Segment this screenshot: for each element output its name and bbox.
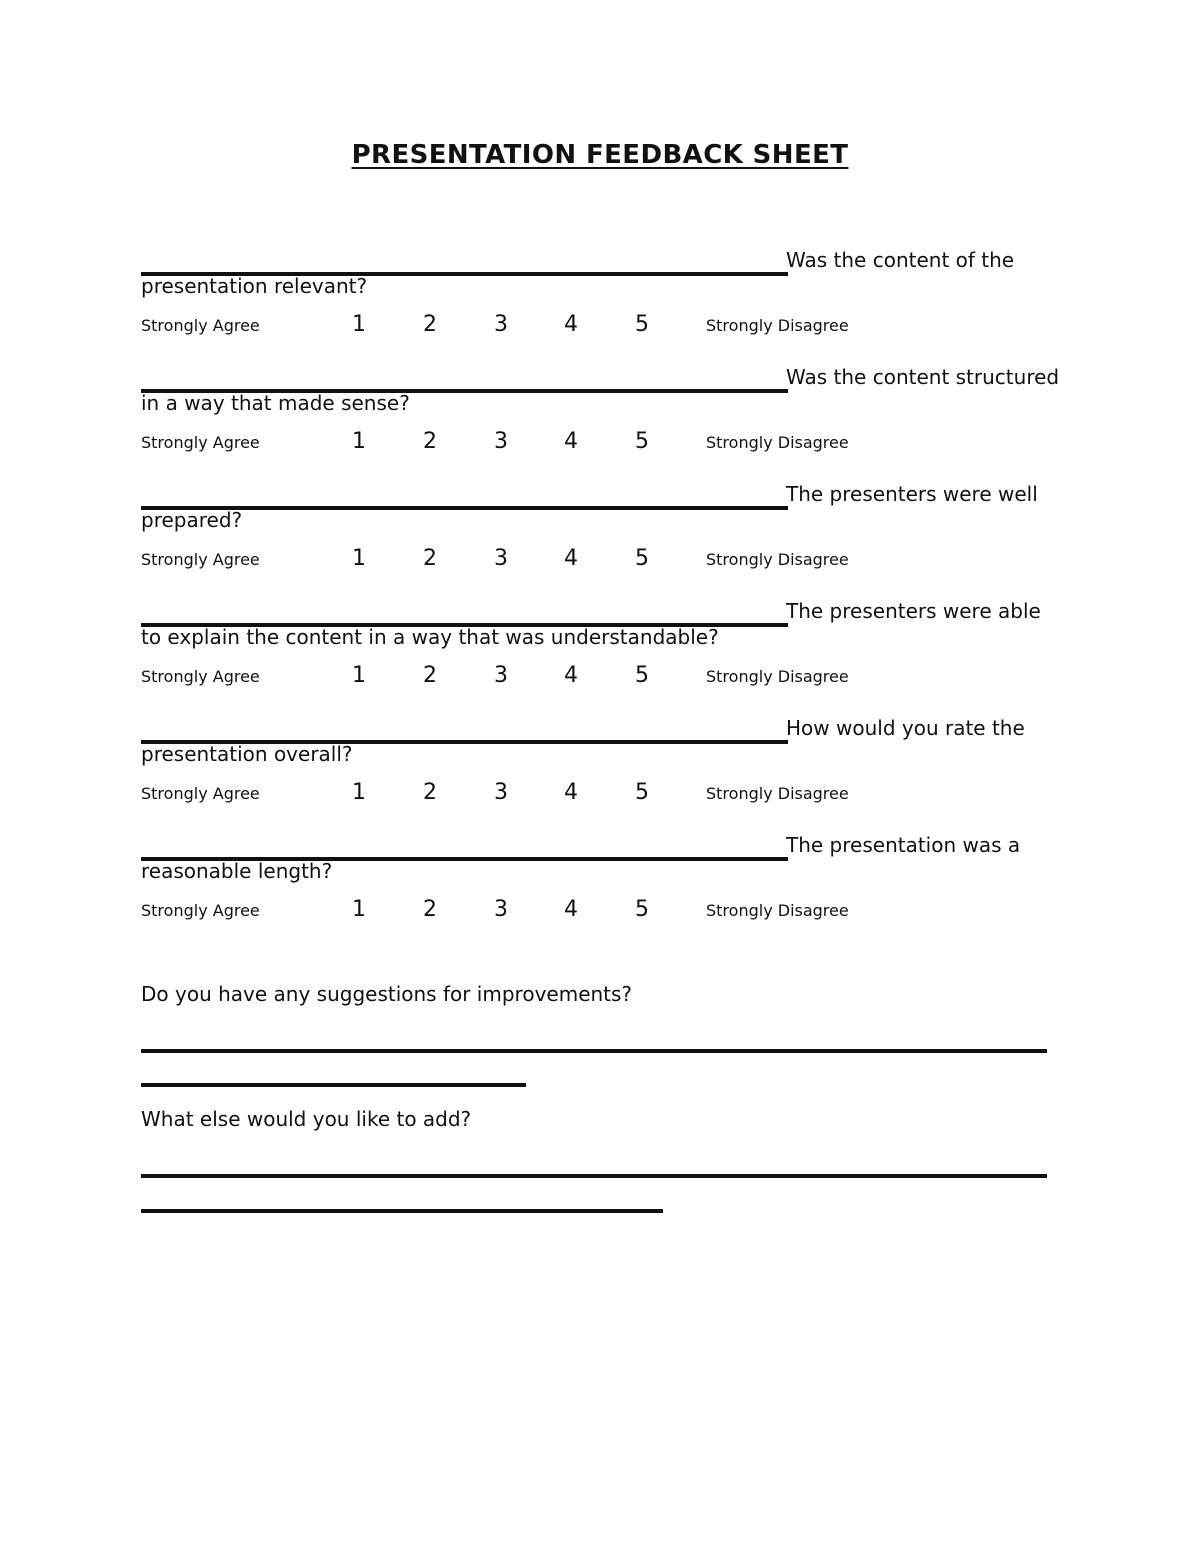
question-text-line2: presentation relevant? (141, 274, 368, 298)
question-text-line1: Was the content structured (786, 365, 1060, 389)
scale-left-label: Strongly Agree (141, 784, 260, 803)
question-text-line1: The presentation was a (786, 833, 1021, 857)
rating-option-5[interactable]: 5 (635, 663, 649, 688)
scale-left-label: Strongly Agree (141, 901, 260, 920)
question-5 (141, 716, 1071, 826)
rating-option-1[interactable]: 1 (352, 429, 366, 454)
rating-scale (141, 310, 1071, 340)
additional-comments-answer-line-2[interactable] (141, 1209, 663, 1213)
suggestions-question: Do you have any suggestions for improvements? (141, 982, 633, 1006)
rating-option-4[interactable]: 4 (564, 429, 578, 454)
question-text-line1: The presenters were able (786, 599, 1041, 623)
rating-option-5[interactable]: 5 (635, 546, 649, 571)
rating-option-1[interactable]: 1 (352, 546, 366, 571)
rating-option-2[interactable]: 2 (423, 546, 437, 571)
question-text-line2: reasonable length? (141, 859, 333, 883)
rating-option-4[interactable]: 4 (564, 312, 578, 337)
rating-option-2[interactable]: 2 (423, 429, 437, 454)
rating-option-2[interactable]: 2 (423, 780, 437, 805)
suggestions-answer-line-1[interactable] (141, 1049, 1047, 1053)
rating-option-5[interactable]: 5 (635, 312, 649, 337)
rating-scale (141, 544, 1071, 574)
scale-right-label: Strongly Disagree (706, 667, 849, 686)
scale-left-label: Strongly Agree (141, 316, 260, 335)
scale-left-label: Strongly Agree (141, 433, 260, 452)
rating-option-3[interactable]: 3 (494, 312, 508, 337)
rating-option-4[interactable]: 4 (564, 663, 578, 688)
question-text-line2: presentation overall? (141, 742, 353, 766)
rating-option-3[interactable]: 3 (494, 663, 508, 688)
rating-scale (141, 778, 1071, 808)
scale-right-label: Strongly Disagree (706, 433, 849, 452)
scale-left-label: Strongly Agree (141, 667, 260, 686)
question-text-line2: to explain the content in a way that was understandable? (141, 625, 719, 649)
question-3 (141, 482, 1071, 592)
rating-option-1[interactable]: 1 (352, 312, 366, 337)
scale-right-label: Strongly Disagree (706, 784, 849, 803)
rating-option-4[interactable]: 4 (564, 546, 578, 571)
additional-comments-answer-line-1[interactable] (141, 1174, 1047, 1178)
question-2 (141, 365, 1071, 475)
scale-left-label: Strongly Agree (141, 550, 260, 569)
question-text-line1: How would you rate the (786, 716, 1025, 740)
rating-option-3[interactable]: 3 (494, 429, 508, 454)
rating-option-3[interactable]: 3 (494, 780, 508, 805)
question-1 (141, 248, 1071, 358)
rating-option-2[interactable]: 2 (423, 663, 437, 688)
scale-right-label: Strongly Disagree (706, 550, 849, 569)
rating-option-1[interactable]: 1 (352, 780, 366, 805)
additional-comments-question: What else would you like to add? (141, 1107, 472, 1131)
rating-option-5[interactable]: 5 (635, 780, 649, 805)
rating-option-2[interactable]: 2 (423, 897, 437, 922)
question-text-line2: prepared? (141, 508, 243, 532)
question-text-line1: The presenters were well (786, 482, 1038, 506)
scale-right-label: Strongly Disagree (706, 901, 849, 920)
rating-option-1[interactable]: 1 (352, 897, 366, 922)
rating-option-2[interactable]: 2 (423, 312, 437, 337)
rating-scale (141, 427, 1071, 457)
rating-scale (141, 661, 1071, 691)
rating-option-1[interactable]: 1 (352, 663, 366, 688)
rating-option-4[interactable]: 4 (564, 780, 578, 805)
question-text-line2: in a way that made sense? (141, 391, 410, 415)
rating-scale (141, 895, 1071, 925)
rating-option-3[interactable]: 3 (494, 897, 508, 922)
suggestions-answer-line-2[interactable] (141, 1083, 526, 1087)
rating-option-5[interactable]: 5 (635, 429, 649, 454)
question-4 (141, 599, 1071, 709)
rating-option-4[interactable]: 4 (564, 897, 578, 922)
question-6 (141, 833, 1071, 943)
rating-option-3[interactable]: 3 (494, 546, 508, 571)
page-title: PRESENTATION FEEDBACK SHEET (351, 140, 849, 170)
rating-option-5[interactable]: 5 (635, 897, 649, 922)
question-text-line1: Was the content of the (786, 248, 1015, 272)
scale-right-label: Strongly Disagree (706, 316, 849, 335)
